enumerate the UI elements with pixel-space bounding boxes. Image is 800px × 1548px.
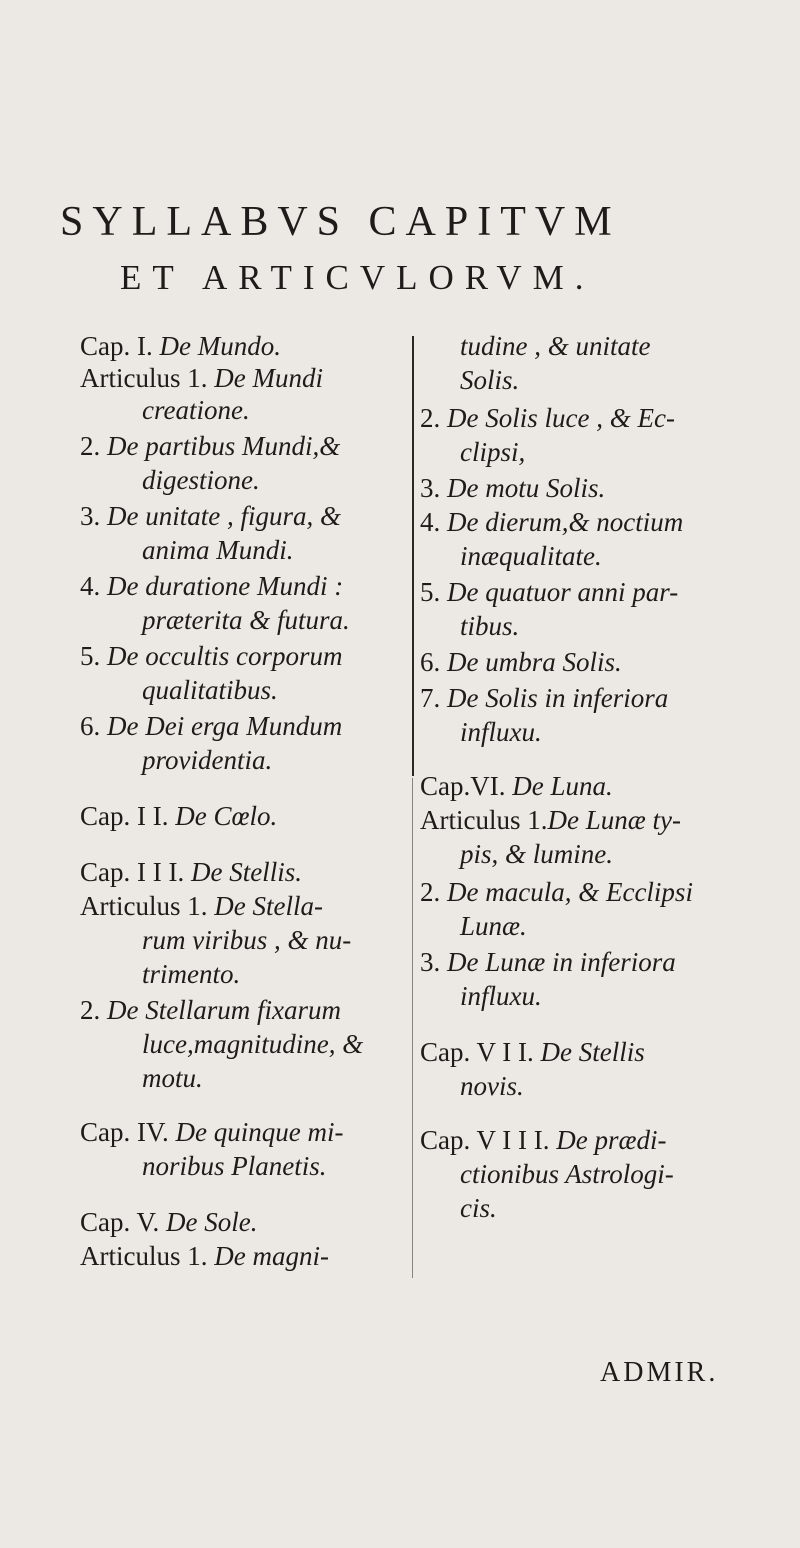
line-label: Articulus 1. (80, 891, 208, 921)
right-line (420, 506, 683, 538)
line-title: De Dei erga Mundum (100, 711, 343, 741)
line-label: Cap. V. (80, 1207, 160, 1237)
left-line (142, 1150, 327, 1182)
line-label: 3. (420, 947, 441, 977)
right-line (460, 540, 602, 572)
left-line (142, 394, 250, 426)
right-line (420, 472, 605, 504)
left-line (80, 500, 341, 532)
title-line-2: ET ARTICVLORVM. (120, 258, 595, 297)
right-line (420, 770, 613, 802)
line-title: influxu. (460, 981, 542, 1011)
line-label: 4. (420, 507, 441, 537)
right-line (460, 364, 519, 396)
right-line (460, 610, 519, 642)
left-line (80, 800, 277, 832)
right-line (420, 402, 675, 434)
line-label: Cap. V I I. (420, 1037, 534, 1067)
right-line (420, 804, 681, 836)
left-line (80, 430, 340, 462)
line-label: Cap. IV. (80, 1117, 169, 1147)
line-title: De magni- (207, 1241, 329, 1271)
line-title: Lunæ. (460, 911, 527, 941)
left-line (142, 1028, 363, 1060)
line-label: Articulus 1. (80, 363, 208, 393)
line-title: De Lunæ ty- (547, 805, 681, 835)
left-line (80, 1116, 343, 1148)
right-line (420, 1124, 667, 1156)
line-title: De macula, & Ecclipsi (440, 877, 693, 907)
left-line (142, 744, 272, 776)
right-line (420, 646, 622, 678)
right-line (460, 330, 650, 362)
left-line (142, 464, 260, 496)
left-line (142, 924, 351, 956)
right-line (460, 1158, 674, 1190)
catchword: ADMIR. (600, 1357, 719, 1388)
line-title: De motu Solis. (440, 473, 606, 503)
line-title: trimento. (142, 959, 241, 989)
line-title: De Stellis (533, 1037, 645, 1067)
line-title: De quinque mi- (168, 1117, 344, 1147)
line-label: 2. (80, 995, 101, 1025)
line-title: De duratione Mundi : (100, 571, 344, 601)
left-line (80, 856, 302, 888)
title-line-1: SYLLABVS CAPITVM (60, 199, 621, 245)
line-label: 4. (80, 571, 101, 601)
left-line (80, 1240, 329, 1272)
line-title: præterita & futura. (142, 605, 350, 635)
left-line (80, 1206, 258, 1238)
line-label: 2. (80, 431, 101, 461)
right-line (420, 682, 668, 714)
right-line (420, 576, 678, 608)
right-line (420, 1036, 645, 1068)
line-title: De unitate , figura, & (100, 501, 341, 531)
right-line (460, 1070, 524, 1102)
line-title: clipsi, (460, 437, 526, 467)
line-title: qualitatibus. (142, 675, 278, 705)
line-title: motu. (142, 1063, 203, 1093)
line-label: 5. (80, 641, 101, 671)
line-title: De Solis in inferiora (440, 683, 669, 713)
right-line (460, 980, 542, 1012)
line-label: Cap. I. (80, 331, 153, 361)
line-title: De Cœlo. (168, 801, 278, 831)
left-line (142, 1062, 203, 1094)
line-title: De Luna. (505, 771, 613, 801)
right-line (420, 946, 676, 978)
line-label: Articulus 1. (420, 805, 548, 835)
line-label: Articulus 1. (80, 1241, 208, 1271)
line-title: cis. (460, 1193, 497, 1223)
line-title: De Stellarum fixarum (100, 995, 341, 1025)
line-title: tudine , & unitate (460, 331, 651, 361)
column-divider (412, 336, 414, 776)
line-title: novis. (460, 1071, 524, 1101)
line-label: 2. (420, 877, 441, 907)
line-title: De Sole. (159, 1207, 258, 1237)
line-label: 3. (420, 473, 441, 503)
left-line (80, 994, 341, 1026)
line-title: anima Mundi. (142, 535, 294, 565)
line-label: 7. (420, 683, 441, 713)
line-title: De dierum,& noctium (440, 507, 684, 537)
line-title: inæqualitate. (460, 541, 602, 571)
line-title: Solis. (460, 365, 520, 395)
line-label: 2. (420, 403, 441, 433)
line-title: luce,magnitudine, & (142, 1029, 364, 1059)
line-label: 6. (420, 647, 441, 677)
line-title: influxu. (460, 717, 542, 747)
line-label: Cap. I I I. (80, 857, 185, 887)
line-label: 3. (80, 501, 101, 531)
left-line (142, 958, 240, 990)
line-title: De partibus Mundi,& (100, 431, 341, 461)
line-title: De Mundi (207, 363, 323, 393)
line-title: creatione. (142, 395, 250, 425)
line-title: rum viribus , & nu- (142, 925, 352, 955)
line-title: digestione. (142, 465, 260, 495)
line-title: De prædi- (549, 1125, 667, 1155)
right-line (460, 838, 613, 870)
line-label: 5. (420, 577, 441, 607)
left-line (142, 534, 294, 566)
line-label: Cap.VI. (420, 771, 506, 801)
left-line (80, 362, 323, 394)
line-label: Cap. I I. (80, 801, 169, 831)
line-title: De Mundo. (152, 331, 281, 361)
line-title: ctionibus Astrologi- (460, 1159, 674, 1189)
column-divider-faint (412, 778, 413, 1278)
line-title: De Stella- (207, 891, 323, 921)
right-line (460, 716, 542, 748)
left-line (80, 710, 342, 742)
left-line (80, 640, 342, 672)
line-title: pis, & lumine. (460, 839, 613, 869)
left-line (80, 890, 323, 922)
line-label: 6. (80, 711, 101, 741)
right-line (460, 436, 525, 468)
line-label: Cap. V I I I. (420, 1125, 550, 1155)
right-line (460, 910, 527, 942)
line-title: noribus Planetis. (142, 1151, 327, 1181)
line-title: providentia. (142, 745, 273, 775)
left-line (142, 674, 278, 706)
left-line (142, 604, 350, 636)
left-line (80, 330, 281, 362)
line-title: De Stellis. (184, 857, 302, 887)
left-line (80, 570, 343, 602)
right-line (420, 876, 693, 908)
right-line (460, 1192, 497, 1224)
line-title: De occultis corporum (100, 641, 343, 671)
line-title: De Lunæ in inferiora (440, 947, 676, 977)
line-title: De umbra Solis. (440, 647, 622, 677)
line-title: De Solis luce , & Ec- (440, 403, 675, 433)
line-title: De quatuor anni par- (440, 577, 679, 607)
line-title: tibus. (460, 611, 520, 641)
